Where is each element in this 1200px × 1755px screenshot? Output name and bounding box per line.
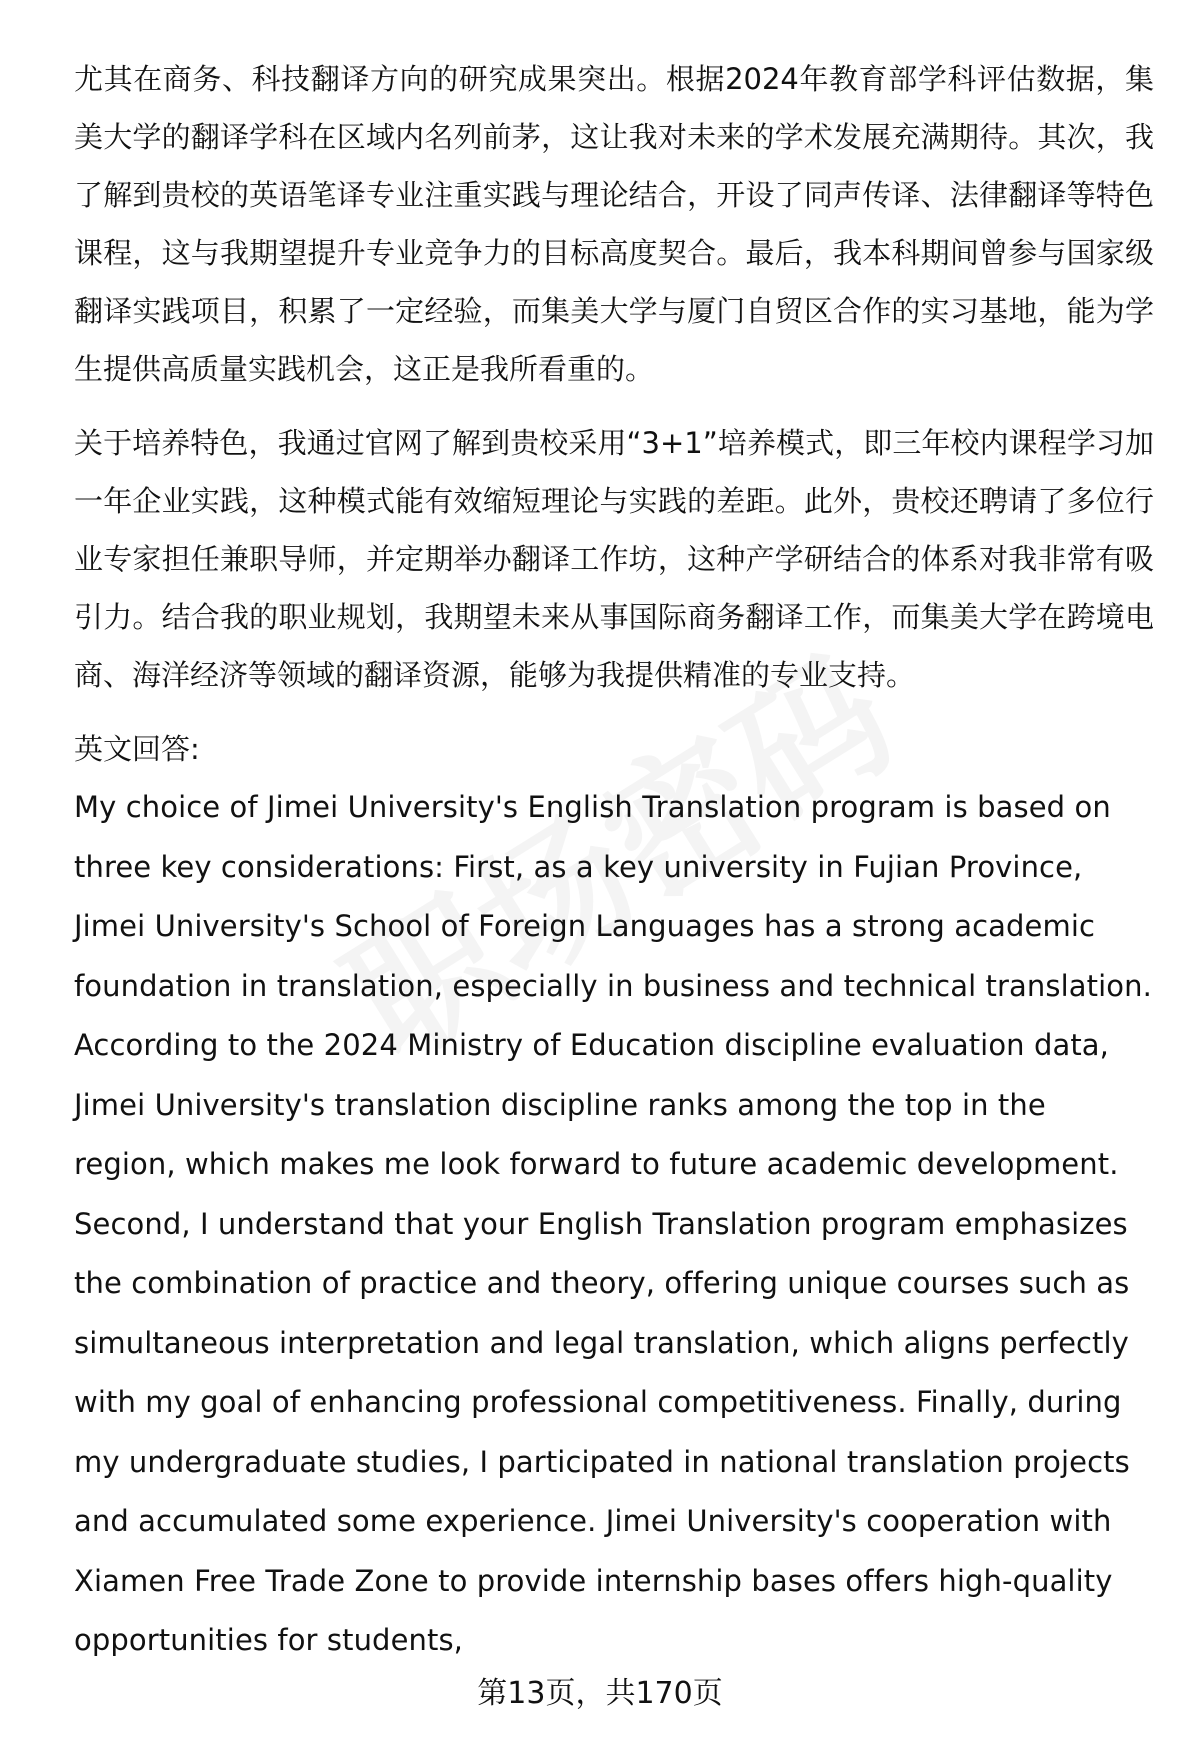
page-number-footer: 第13页，共170页 (477, 1676, 723, 1711)
paragraph-en: My choice of Jimei University's English Translation program is based on three key considerations: First, as a key university in Fujian Province, Jimei University's School of Foreign Languages has a strong academic foundation in translation, especially in business and technical translation. According to the 2024 Ministry of Education discipline evaluation data, Jimei University's translation discipline ranks among the top in the region, which makes me look forward to future academic development. Second, I understand that your English Translation program emphasizes the combination of practice and theory, offering unique courses such as simultaneous interpretation and legal translation, which aligns perfectly with my goal of enhancing professional competitiveness. Finally, during my undergraduate studies, I participated in national translation projects and accumulated some experience. Jimei University's cooperation with Xiamen Free Trade Zone to provide internship bases offers high-quality opportunities for students, (74, 790, 1152, 1657)
document-content (74, 50, 1154, 1671)
english-answer-heading: 英文回答: (74, 732, 200, 766)
paragraph-zh-1: 尤其在商务、科技翻译方向的研究成果突出。根据2024年教育部学科评估数据，集美大学的翻译学科在区域内名列前茅，这让我对未来的学术发展充满期待。其次，我了解到贵校的英语笔译专业注重实践与理论结合，开设了同声传译、法律翻译等特色课程，这与我期望提升专业竞争力的目标高度契合。最后，我本科期间曾参与国家级翻译实践项目，积累了一定经验，而集美大学与厦门自贸区合作的实习基地，能为学生提供高质量实践机会，这正是我所看重的。 (74, 62, 1154, 386)
paragraph-zh-2: 关于培养特色，我通过官网了解到贵校采用“3+1”培养模式，即三年校内课程学习加一年企业实践，这种模式能有效缩短理论与实践的差距。此外，贵校还聘请了多位行业专家担任兼职导师，并定期举办翻译工作坊，这种产学研结合的体系对我非常有吸引力。结合我的职业规划，我期望未来从事国际商务翻译工作，而集美大学在跨境电商、海洋经济等领域的翻译资源，能够为我提供精准的专业支持。 (74, 426, 1154, 692)
